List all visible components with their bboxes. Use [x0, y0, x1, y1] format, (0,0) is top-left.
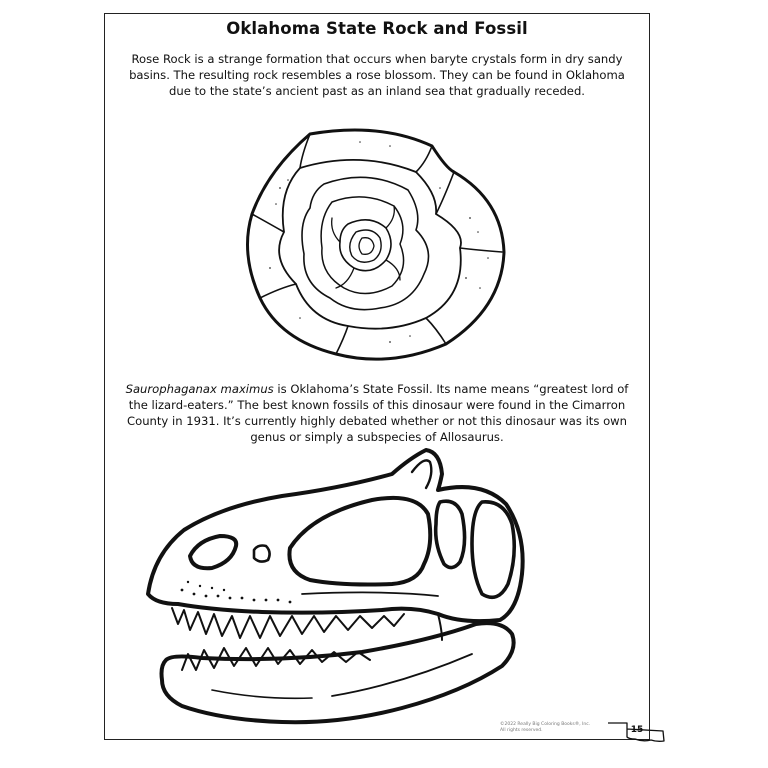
species-name: Saurophaganax maximus — [125, 382, 274, 396]
copyright-notice — [500, 722, 610, 734]
rose-rock-paragraph: Rose Rock is a strange formation that occurs when baryte crystals form in dry sandy basins. The resulting rock resembles a rose blossom. They can be found in Oklahoma due to the state’s ancient past as an inland sea that gradually receded. — [129, 52, 625, 98]
rose-rock-icon — [240, 128, 512, 366]
dinosaur-skull-icon — [142, 444, 526, 730]
state-fossil-paragraph — [118, 381, 636, 445]
copyright-line: ©2022 Really Big Coloring Books®, Inc. — [500, 722, 591, 727]
state-fossil-text: is Oklahoma’s State Fossil. Its name means “greatest lord of the lizard-eaters.” The best known fossils of this dinosaur were found in the Cimarron County in 1931. It’s currently highly debated whether or not this dinosaur was its own genus or simply a subspecies of Allosaurus. — [127, 382, 629, 444]
rights-line: All rights reserved. — [500, 728, 543, 733]
page-title: Oklahoma State Rock and Fossil — [226, 19, 528, 38]
page-number: 15 — [630, 725, 644, 735]
